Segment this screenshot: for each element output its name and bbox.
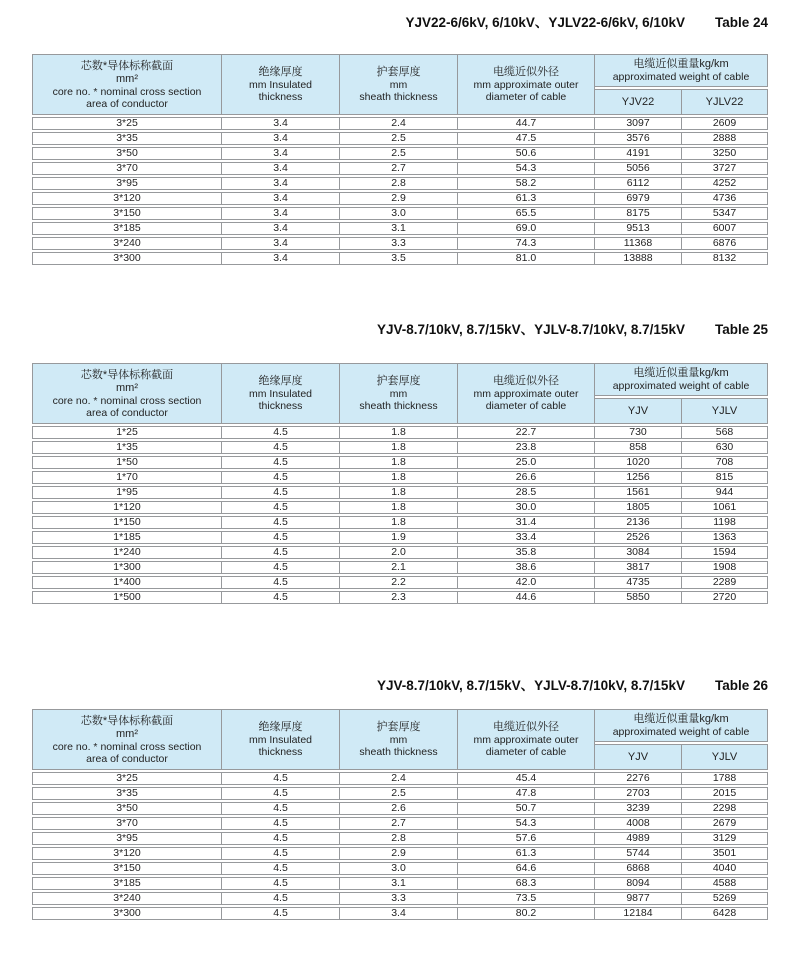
table-cell: 2.4 (340, 772, 458, 785)
table-row (32, 252, 768, 265)
table-26-title (32, 677, 768, 695)
table-row (32, 426, 768, 439)
table-cell: 3.3 (340, 237, 458, 250)
table-cell: 2276 (595, 772, 682, 785)
table-cell: 31.4 (458, 516, 595, 529)
table-cell: 6979 (595, 192, 682, 205)
table-cell: 2.5 (340, 147, 458, 160)
table-cell: 3817 (595, 561, 682, 574)
table-cell: 3*185 (32, 222, 222, 235)
table-cell: 1*70 (32, 471, 222, 484)
table-cell: 5347 (682, 207, 768, 220)
table-cell: 3.4 (222, 147, 340, 160)
table-cell: 1*50 (32, 456, 222, 469)
table-cell: 1.8 (340, 516, 458, 529)
table-24-number: Table 24 (714, 15, 768, 30)
table-cell: 9513 (595, 222, 682, 235)
table-row (32, 132, 768, 145)
table-cell: 4.5 (222, 441, 340, 454)
table-cell: 944 (682, 486, 768, 499)
table-cell: 4735 (595, 576, 682, 589)
table-cell: 68.3 (458, 877, 595, 890)
table-cell: 3.4 (222, 177, 340, 190)
table-cell: 4.5 (222, 576, 340, 589)
table-row (32, 576, 768, 589)
table-cell: 50.7 (458, 802, 595, 815)
table-cell: 1198 (682, 516, 768, 529)
table-cell: 25.0 (458, 456, 595, 469)
table-cell: 4.5 (222, 546, 340, 559)
table-row (32, 147, 768, 160)
table-row (32, 222, 768, 235)
table-cell: 1*120 (32, 501, 222, 514)
table-cell: 4.5 (222, 862, 340, 875)
header-weight-cell (595, 54, 768, 87)
header-insulated-cell: 绝缘厚度 mm Insulated thickness (222, 363, 340, 424)
header-diameter-cell: 电缆近似外径 mm approximate outer diameter of cable (458, 709, 595, 770)
spec-table-26 (32, 707, 768, 922)
table-cell: 3.1 (340, 222, 458, 235)
table-cell: 3*120 (32, 847, 222, 860)
table-25-number: Table 25 (714, 322, 768, 337)
table-row (32, 177, 768, 190)
header-core-unit: mm² (116, 72, 138, 85)
table-cell: 3*150 (32, 862, 222, 875)
header-weight-sub-yjlv: YJLV (682, 398, 768, 424)
table-row (32, 802, 768, 815)
table-cell: 3*150 (32, 207, 222, 220)
table-cell: 3727 (682, 162, 768, 175)
table-cell: 4040 (682, 862, 768, 875)
table-cell: 2679 (682, 817, 768, 830)
table-cell: 2526 (595, 531, 682, 544)
table-cell: 47.5 (458, 132, 595, 145)
table-cell: 3084 (595, 546, 682, 559)
table-cell: 4.5 (222, 456, 340, 469)
table-cell: 4.5 (222, 802, 340, 815)
table-cell: 3*95 (32, 832, 222, 845)
table-cell: 6007 (682, 222, 768, 235)
table-cell: 38.6 (458, 561, 595, 574)
table-cell: 1805 (595, 501, 682, 514)
table-cell: 3.4 (222, 207, 340, 220)
table-cell: 3129 (682, 832, 768, 845)
table-cell: 44.7 (458, 117, 595, 130)
spec-table-25 (32, 361, 768, 606)
table-row (32, 237, 768, 250)
table-cell: 5056 (595, 162, 682, 175)
table-cell: 23.8 (458, 441, 595, 454)
table-cell: 12184 (595, 907, 682, 920)
header-weight-sub-yjlv: YJLV (682, 744, 768, 770)
table-cell: 8175 (595, 207, 682, 220)
table-cell: 30.0 (458, 501, 595, 514)
table-cell: 5850 (595, 591, 682, 604)
table-row (32, 192, 768, 205)
table-row (32, 591, 768, 604)
header-weight-sub-yjv22: YJV22 (595, 89, 682, 115)
table-row (32, 501, 768, 514)
table-cell: 2.8 (340, 832, 458, 845)
table-cell: 3.0 (340, 862, 458, 875)
table-cell: 2703 (595, 787, 682, 800)
table-cell: 2.0 (340, 546, 458, 559)
table-26-number: Table 26 (714, 678, 768, 693)
table-cell: 26.6 (458, 471, 595, 484)
table-cell: 3*185 (32, 877, 222, 890)
table-cell: 2609 (682, 117, 768, 130)
table-cell: 4.5 (222, 817, 340, 830)
table-cell: 50.6 (458, 147, 595, 160)
table-cell: 2.7 (340, 817, 458, 830)
table-cell: 5744 (595, 847, 682, 860)
catalog-page (32, 14, 768, 922)
table-cell: 1.8 (340, 501, 458, 514)
table-cell: 1*185 (32, 531, 222, 544)
table-cell: 3*300 (32, 252, 222, 265)
table-cell: 858 (595, 441, 682, 454)
table-cell: 1*300 (32, 561, 222, 574)
table-cell: 81.0 (458, 252, 595, 265)
table-cell: 2015 (682, 787, 768, 800)
table-25-title-text: YJV-8.7/10kV, 8.7/15kV、YJLV-8.7/10kV, 8.7/15kV (376, 322, 685, 337)
table-cell: 47.8 (458, 787, 595, 800)
table-row (32, 441, 768, 454)
header-diameter-cn: 电缆近似外径 (493, 66, 559, 78)
table-cell: 3.0 (340, 207, 458, 220)
header-core-cn: 芯数*导体标称截面 (80, 59, 174, 72)
table-24-title (32, 14, 768, 32)
table-cell: 2.3 (340, 591, 458, 604)
table-cell: 2298 (682, 802, 768, 815)
header-insulated-en1: mm Insulated (248, 79, 313, 91)
table-cell: 3*35 (32, 132, 222, 145)
table-cell: 1908 (682, 561, 768, 574)
table-cell: 44.6 (458, 591, 595, 604)
table-cell: 3.4 (222, 132, 340, 145)
header-diameter-cell: 电缆近似外径 mm approximate outer diameter of cable (458, 363, 595, 424)
header-insulated-cell: 绝缘厚度 mm Insulated thickness (222, 709, 340, 770)
header-sheath-cell: 护套厚度 mm sheath thickness (340, 363, 458, 424)
table-row (32, 772, 768, 785)
table-cell: 4.5 (222, 561, 340, 574)
table-cell: 4588 (682, 877, 768, 890)
table-cell: 3*50 (32, 802, 222, 815)
table-cell: 3*240 (32, 237, 222, 250)
table-cell: 54.3 (458, 162, 595, 175)
table-cell: 2.8 (340, 177, 458, 190)
table-cell: 6428 (682, 907, 768, 920)
table-25-body (32, 426, 768, 604)
table-cell: 58.2 (458, 177, 595, 190)
table-cell: 3097 (595, 117, 682, 130)
table-cell: 54.3 (458, 817, 595, 830)
table-24-title-text: YJV22-6/6kV, 6/10kV、YJLV22-6/6kV, 6/10kV (405, 15, 685, 30)
table-row (32, 471, 768, 484)
table-cell: 74.3 (458, 237, 595, 250)
table-25-title (32, 321, 768, 339)
table-cell: 5269 (682, 892, 768, 905)
table-row (32, 892, 768, 905)
table-cell: 3*35 (32, 787, 222, 800)
table-cell: 3*120 (32, 192, 222, 205)
table-cell: 61.3 (458, 192, 595, 205)
table-cell: 3*240 (32, 892, 222, 905)
table-row (32, 546, 768, 559)
table-cell: 33.4 (458, 531, 595, 544)
header-insulated-en2: thickness (258, 91, 303, 103)
table-cell: 2.1 (340, 561, 458, 574)
table-cell: 4.5 (222, 892, 340, 905)
header-sheath-cell: 护套厚度 mm sheath thickness (340, 709, 458, 770)
table-cell: 4.5 (222, 426, 340, 439)
table-cell: 4.5 (222, 907, 340, 920)
table-cell: 1363 (682, 531, 768, 544)
header-weight-sub-yjlv22: YJLV22 (682, 89, 768, 115)
header-weight-sub-yjv: YJV (595, 744, 682, 770)
table-cell: 3576 (595, 132, 682, 145)
table-row (32, 847, 768, 860)
table-cell: 45.4 (458, 772, 595, 785)
table-cell: 2.5 (340, 787, 458, 800)
table-cell: 1594 (682, 546, 768, 559)
table-cell: 3.4 (222, 117, 340, 130)
table-cell: 1*35 (32, 441, 222, 454)
table-row (32, 486, 768, 499)
table-cell: 1.8 (340, 471, 458, 484)
table-cell: 4.5 (222, 516, 340, 529)
table-cell: 3*70 (32, 162, 222, 175)
spec-table-24 (32, 52, 768, 267)
table-24-header (32, 54, 768, 115)
table-cell: 2136 (595, 516, 682, 529)
table-cell: 3.1 (340, 877, 458, 890)
table-cell: 61.3 (458, 847, 595, 860)
table-cell: 1*150 (32, 516, 222, 529)
header-insulated-cell (222, 54, 340, 115)
table-row (32, 516, 768, 529)
table-cell: 1.8 (340, 426, 458, 439)
table-cell: 1*400 (32, 576, 222, 589)
table-cell: 2.2 (340, 576, 458, 589)
table-row (32, 832, 768, 845)
table-row (32, 162, 768, 175)
table-cell: 3.4 (222, 192, 340, 205)
table-cell: 13888 (595, 252, 682, 265)
table-cell: 2289 (682, 576, 768, 589)
table-cell: 708 (682, 456, 768, 469)
table-cell: 1788 (682, 772, 768, 785)
table-cell: 69.0 (458, 222, 595, 235)
table-cell: 1.8 (340, 456, 458, 469)
table-row (32, 817, 768, 830)
table-cell: 4252 (682, 177, 768, 190)
table-cell: 4989 (595, 832, 682, 845)
table-cell: 4736 (682, 192, 768, 205)
table-cell: 1561 (595, 486, 682, 499)
table-cell: 2.9 (340, 847, 458, 860)
table-cell: 1.9 (340, 531, 458, 544)
table-cell: 4.5 (222, 772, 340, 785)
table-cell: 3.4 (222, 222, 340, 235)
table-cell: 4.5 (222, 501, 340, 514)
header-insulated-cn: 绝缘厚度 (258, 66, 303, 78)
table-cell: 1.8 (340, 486, 458, 499)
header-sheath-en2: sheath thickness (359, 91, 438, 103)
table-cell: 2.6 (340, 802, 458, 815)
table-cell: 3*50 (32, 147, 222, 160)
table-cell: 11368 (595, 237, 682, 250)
table-row (32, 862, 768, 875)
header-weight-cell: 电缆近似重量kg/km approximated weight of cable (595, 363, 768, 396)
table-cell: 3*70 (32, 817, 222, 830)
table-row (32, 877, 768, 890)
table-cell: 630 (682, 441, 768, 454)
table-cell: 3.5 (340, 252, 458, 265)
table-cell: 4.5 (222, 591, 340, 604)
table-cell: 2.9 (340, 192, 458, 205)
table-cell: 4.5 (222, 471, 340, 484)
table-cell: 1*500 (32, 591, 222, 604)
header-core-cell: 芯数*导体标称截面 mm² core no. * nominal cross section area of conductor (32, 709, 222, 770)
table-cell: 3501 (682, 847, 768, 860)
table-cell: 8094 (595, 877, 682, 890)
table-26-header (32, 709, 768, 770)
table-cell: 4.5 (222, 877, 340, 890)
table-cell: 1061 (682, 501, 768, 514)
table-cell: 3.4 (222, 252, 340, 265)
table-cell: 6876 (682, 237, 768, 250)
table-cell: 730 (595, 426, 682, 439)
table-cell: 2.7 (340, 162, 458, 175)
table-cell: 1*240 (32, 546, 222, 559)
table-cell: 73.5 (458, 892, 595, 905)
header-diameter-cell (458, 54, 595, 115)
table-cell: 4008 (595, 817, 682, 830)
table-cell: 4.5 (222, 531, 340, 544)
table-cell: 3.4 (222, 237, 340, 250)
table-cell: 2720 (682, 591, 768, 604)
table-cell: 3*300 (32, 907, 222, 920)
table-cell: 42.0 (458, 576, 595, 589)
table-cell: 57.6 (458, 832, 595, 845)
table-25-header (32, 363, 768, 424)
table-cell: 2.5 (340, 132, 458, 145)
table-cell: 4.5 (222, 847, 340, 860)
table-cell: 1*25 (32, 426, 222, 439)
header-weight-sub-yjv: YJV (595, 398, 682, 424)
table-cell: 3.4 (222, 162, 340, 175)
header-sheath-cell (340, 54, 458, 115)
table-cell: 1020 (595, 456, 682, 469)
header-core-en1: core no. * nominal cross section (52, 85, 202, 98)
table-cell: 9877 (595, 892, 682, 905)
table-cell: 4.5 (222, 832, 340, 845)
table-row (32, 207, 768, 220)
header-weight-en: approximated weight of cable (612, 71, 750, 83)
table-row (32, 531, 768, 544)
header-diameter-en2: diameter of cable (485, 91, 567, 103)
header-core-cell (32, 54, 222, 115)
table-row (32, 787, 768, 800)
table-cell: 22.7 (458, 426, 595, 439)
table-cell: 3.4 (340, 907, 458, 920)
table-cell: 4.5 (222, 486, 340, 499)
header-weight-cell: 电缆近似重量kg/km approximated weight of cable (595, 709, 768, 742)
table-row (32, 561, 768, 574)
table-cell: 3*25 (32, 117, 222, 130)
table-cell: 1.8 (340, 441, 458, 454)
table-cell: 3*25 (32, 772, 222, 785)
table-cell: 3*95 (32, 177, 222, 190)
header-core-en2: area of conductor (86, 97, 168, 110)
table-cell: 568 (682, 426, 768, 439)
table-cell: 8132 (682, 252, 768, 265)
table-cell: 64.6 (458, 862, 595, 875)
table-cell: 4.5 (222, 787, 340, 800)
table-cell: 80.2 (458, 907, 595, 920)
table-cell: 6112 (595, 177, 682, 190)
table-cell: 3239 (595, 802, 682, 815)
header-weight-cn: 电缆近似重量kg/km (633, 58, 729, 70)
header-sheath-en1: mm (389, 79, 408, 91)
table-cell: 2.4 (340, 117, 458, 130)
table-cell: 65.5 (458, 207, 595, 220)
table-cell: 1*95 (32, 486, 222, 499)
table-cell: 3250 (682, 147, 768, 160)
table-cell: 4191 (595, 147, 682, 160)
table-row (32, 117, 768, 130)
table-26-title-text: YJV-8.7/10kV, 8.7/15kV、YJLV-8.7/10kV, 8.7/15kV (376, 678, 685, 693)
table-cell: 2888 (682, 132, 768, 145)
header-core-cell: 芯数*导体标称截面 mm² core no. * nominal cross section area of conductor (32, 363, 222, 424)
table-cell: 35.8 (458, 546, 595, 559)
table-cell: 28.5 (458, 486, 595, 499)
table-cell: 1256 (595, 471, 682, 484)
table-cell: 6868 (595, 862, 682, 875)
header-diameter-en1: mm approximate outer (473, 79, 579, 91)
table-row (32, 907, 768, 920)
table-cell: 3.3 (340, 892, 458, 905)
table-row (32, 456, 768, 469)
table-24-body (32, 117, 768, 265)
header-sheath-cn: 护套厚度 (376, 66, 421, 78)
table-26-body (32, 772, 768, 920)
table-cell: 815 (682, 471, 768, 484)
